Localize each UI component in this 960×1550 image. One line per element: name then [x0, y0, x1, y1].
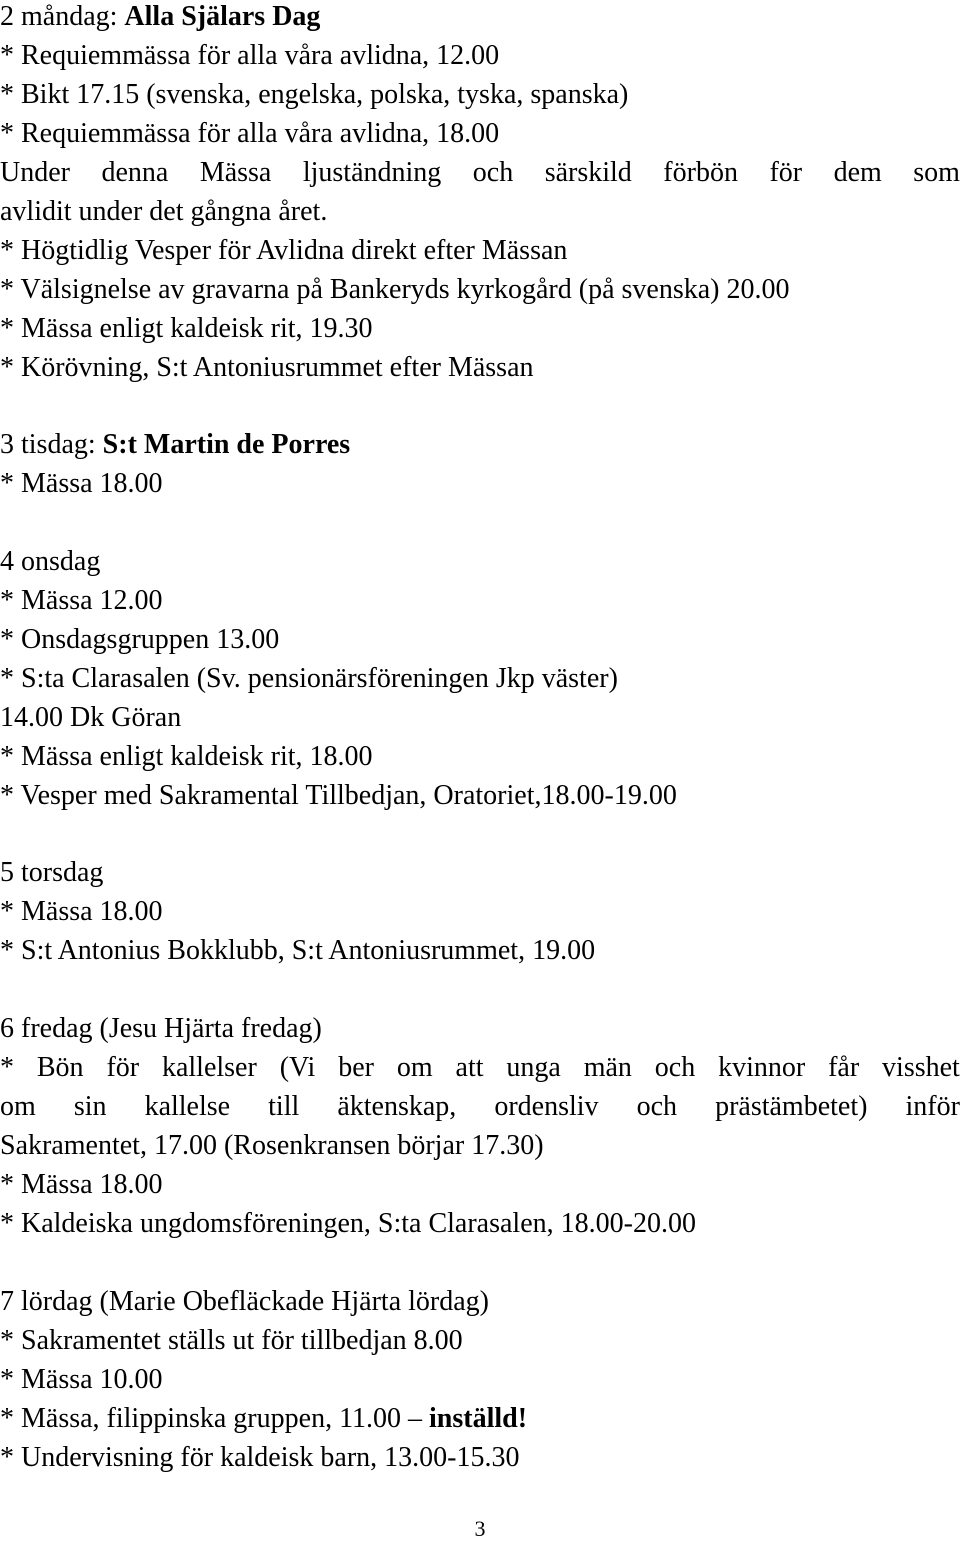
word: om: [396, 1052, 433, 1083]
word: *: [0, 1052, 14, 1083]
day-heading-4: 4 onsdag: [0, 546, 101, 577]
word: och: [472, 157, 514, 188]
word: Bön: [36, 1052, 84, 1083]
schedule-item: * Mässa 18.00: [0, 896, 163, 927]
schedule-item: * Mässa 10.00: [0, 1364, 163, 1395]
schedule-item: * Mässa enligt kaldeisk rit, 19.30: [0, 313, 373, 344]
feast-name: Alla Själars Dag: [124, 1, 321, 32]
word: ordensliv: [494, 1091, 599, 1122]
day-heading-5: 5 torsdag: [0, 857, 104, 888]
word: sin: [73, 1091, 107, 1122]
day-heading-6: 6 fredag (Jesu Hjärta fredag): [0, 1013, 322, 1044]
word: ber: [338, 1052, 374, 1083]
justified-line: [0, 156, 960, 190]
schedule-item: 14.00 Dk Göran: [0, 702, 182, 733]
word: som: [913, 157, 960, 188]
cancelled-label: inställd!: [429, 1403, 528, 1434]
word: för: [106, 1052, 140, 1083]
schedule-item: * Körövning, S:t Antoniusrummet efter Mässan: [0, 352, 534, 383]
word: (Vi: [279, 1052, 316, 1083]
word: ljuständning: [302, 157, 442, 188]
schedule-item: * Välsignelse av gravarna på Bankeryds kyrkogård (på svenska) 20.00: [0, 274, 790, 305]
word: och: [636, 1091, 678, 1122]
schedule-item: * Requiemmässa för alla våra avlidna, 12.00: [0, 40, 500, 71]
word: äktenskap,: [337, 1091, 457, 1122]
word: till: [268, 1091, 300, 1122]
word: kallelse: [144, 1091, 231, 1122]
word: dem: [833, 157, 882, 188]
schedule-item: * Kaldeiska ungdomsföreningen, S:ta Clarasalen, 18.00-20.00: [0, 1208, 696, 1239]
word: och: [654, 1052, 696, 1083]
day-heading-3: [0, 428, 350, 462]
page-number: 3: [474, 1516, 486, 1541]
schedule-item: * Undervisning för kaldeisk barn, 13.00-15.30: [0, 1442, 520, 1473]
schedule-item: * S:t Antonius Bokklubb, S:t Antoniusrummet, 19.00: [0, 935, 596, 966]
schedule-item: * Högtidlig Vesper för Avlidna direkt efter Mässan: [0, 235, 568, 266]
schedule-item: * Mässa 18.00: [0, 1169, 163, 1200]
day-heading-7: 7 lördag (Marie Obefläckade Hjärta lördag): [0, 1286, 489, 1317]
schedule-item: * Mässa enligt kaldeisk rit, 18.00: [0, 741, 373, 772]
schedule-item-cancelled: [0, 1402, 527, 1436]
justified-line: [0, 1051, 960, 1085]
word: för: [769, 157, 803, 188]
word: får: [828, 1052, 860, 1083]
schedule-item: * Mässa 12.00: [0, 585, 163, 616]
schedule-item: Sakramentet, 17.00 (Rosenkransen börjar 17.30): [0, 1130, 544, 1161]
word: att: [455, 1052, 484, 1083]
schedule-item: * S:ta Clarasalen (Sv. pensionärsföreningen Jkp väster): [0, 663, 618, 694]
schedule-item: * Sakramentet ställs ut för tillbedjan 8.00: [0, 1325, 463, 1356]
word: särskild: [544, 157, 632, 188]
schedule-item: * Bikt 17.15 (svenska, engelska, polska, tyska, spanska): [0, 79, 629, 110]
feast-name: S:t Martin de Porres: [102, 429, 351, 460]
word: förbön: [663, 157, 738, 188]
schedule-item: * Requiemmässa för alla våra avlidna, 18.00: [0, 118, 500, 149]
word: Mässa: [199, 157, 272, 188]
word: Under: [0, 157, 70, 188]
schedule-item: * Onsdagsgruppen 13.00: [0, 624, 280, 655]
day-heading-prefix: 2 måndag:: [0, 1, 125, 32]
word: inför: [905, 1091, 960, 1122]
day-heading-2: [0, 0, 320, 34]
word: om: [0, 1091, 36, 1122]
schedule-item: * Vesper med Sakramental Tillbedjan, Oratoriet,18.00-19.00: [0, 780, 677, 811]
word: män: [583, 1052, 632, 1083]
word: denna: [101, 157, 169, 188]
justified-line: [0, 1090, 960, 1124]
word: kallelser: [161, 1052, 257, 1083]
day-heading-prefix: 3 tisdag:: [0, 429, 103, 460]
schedule-item: * Mässa 18.00: [0, 468, 163, 499]
word: prästämbetet): [715, 1091, 868, 1122]
word: kvinnor: [718, 1052, 806, 1083]
schedule-item: avlidit under det gångna året.: [0, 196, 328, 227]
word: unga: [506, 1052, 561, 1083]
schedule-item-text: * Mässa, filippinska gruppen, 11.00 –: [0, 1403, 430, 1434]
word: visshet: [882, 1052, 960, 1083]
